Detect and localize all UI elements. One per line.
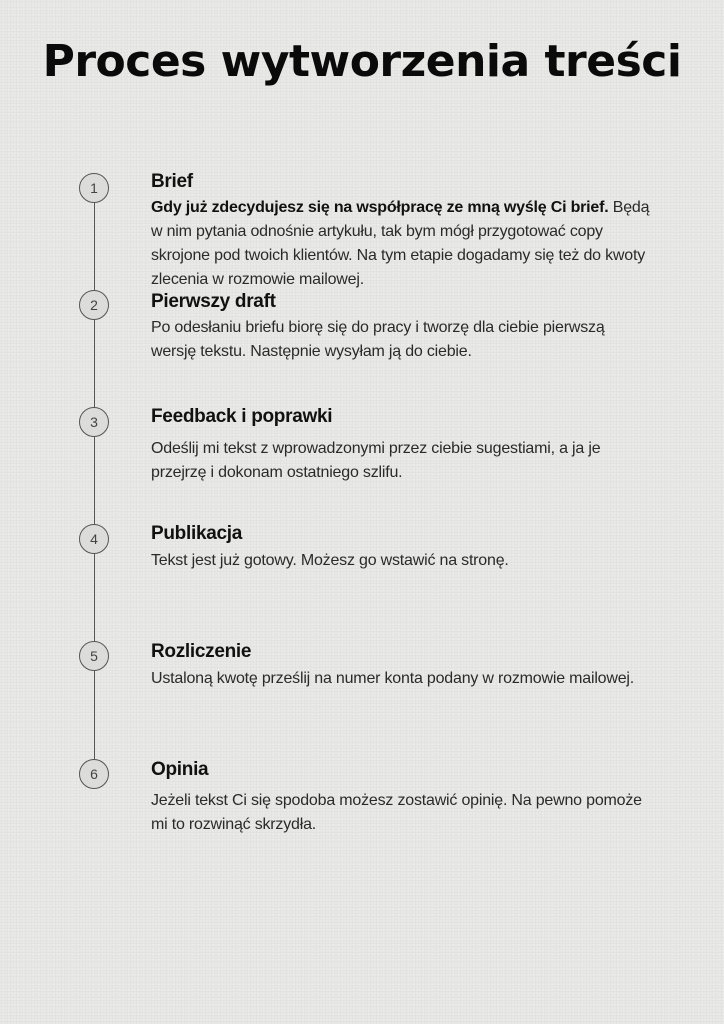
step-number-badge: 6 — [79, 759, 109, 789]
page-title: Proces wytworzenia treści — [42, 36, 682, 87]
timeline-line — [94, 188, 95, 774]
step-title: Rozliczenie — [151, 641, 252, 662]
step-description: Jeżeli tekst Ci się spodoba możesz zostawić opinię. Na pewno pomoże mi to rozwinąć skrzydła. — [151, 792, 642, 833]
step-number-badge: 3 — [79, 407, 109, 437]
step-description: Tekst jest już gotowy. Możesz go wstawić na stronę. — [151, 552, 509, 569]
step-title: Feedback i poprawki — [151, 406, 333, 427]
step-title: Publikacja — [151, 523, 242, 544]
step-number-badge: 5 — [79, 641, 109, 671]
step-description: Po odesłaniu briefu biorę się do pracy i tworzę dla ciebie pierwszą wersję tekstu. Następnie wysyłam ją do ciebie. — [151, 319, 605, 360]
step-description: Ustaloną kwotę prześlij na numer konta podany w rozmowie mailowej. — [151, 670, 635, 687]
step-title: Brief — [151, 171, 193, 192]
step-description: Odeślij mi tekst z wprowadzonymi przez ciebie sugestiami, a ja je przejrzę i dokonam ostatniego szlifu. — [151, 440, 601, 481]
step-number-badge: 4 — [79, 524, 109, 554]
step-title: Pierwszy draft — [151, 291, 276, 312]
step-number-badge: 2 — [79, 290, 109, 320]
step-number-badge: 1 — [79, 173, 109, 203]
step-title: Opinia — [151, 759, 209, 780]
step-description — [151, 196, 651, 292]
step-description-text: Będą w nim pytania odnośnie artykułu, tak bym mógł przygotować copy skrojone pod twoich klientów. Na tym etapie dogadamy się też do kwoty zlecenia w rozmowie mailowej. — [151, 199, 650, 288]
step-description-bold: Gdy już zdecydujesz się na współpracę ze mną wyślę Ci brief. — [151, 199, 609, 216]
